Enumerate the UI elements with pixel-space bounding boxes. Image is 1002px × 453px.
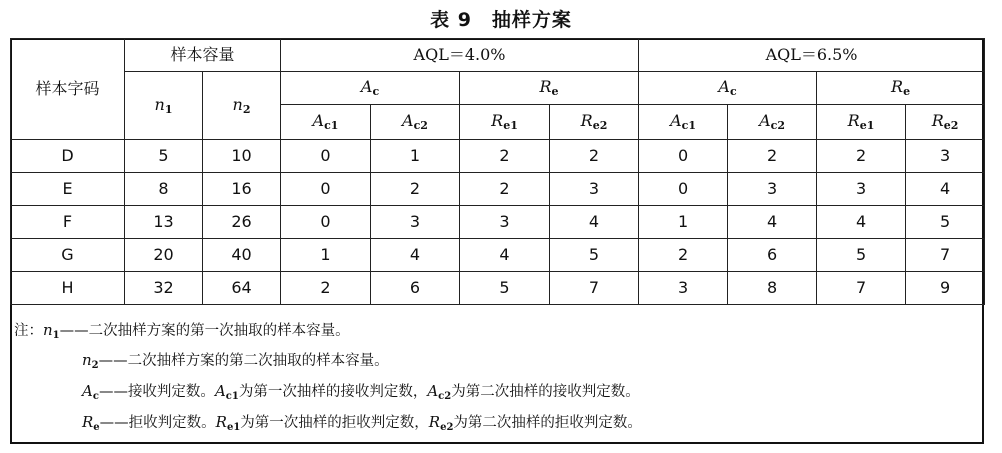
cell-ac2: 3 [371, 206, 460, 239]
cell-re1: 5 [817, 239, 906, 272]
sampling-plan-table [10, 38, 985, 305]
cell-code: G [11, 239, 125, 272]
cell-ac1: 0 [281, 140, 371, 173]
cell-ac1: 0 [281, 206, 371, 239]
header-re-a: $R_e$ [460, 72, 639, 105]
cell-n1: 20 [125, 239, 203, 272]
cell-ac1: 0 [281, 173, 371, 206]
cell-re2: 9 [906, 272, 985, 305]
cell-n1: 8 [125, 173, 203, 206]
header-ac-b: $A_c$ [639, 72, 817, 105]
note-n1: 注：$n_1——$二次抽样方案的第一次抽取的样本容量。 [14, 321, 350, 341]
note-re: $R_e——$拒收判定数。$R_{e1}$为第一次抽样的拒收判定数，$R_{e2}$为第二次抽样的拒收判定数。 [82, 413, 642, 433]
cell-re2: 7 [550, 272, 639, 305]
cell-ac2: 8 [728, 272, 817, 305]
cell-re1: 3 [817, 173, 906, 206]
header-ac1-a: $A_{c1}$ [281, 105, 371, 140]
cell-code: F [11, 206, 125, 239]
header-re2-a: $R_{e2}$ [550, 105, 639, 140]
note-ac: $A_c——$接收判定数。$A_{c1}$为第一次抽样的接收判定数，$A_{c2}$为第二次抽样的接收判定数。 [82, 382, 640, 402]
cell-re1: 2 [817, 140, 906, 173]
cell-re1: 3 [460, 206, 550, 239]
table-row [11, 239, 985, 272]
cell-re2: 3 [550, 173, 639, 206]
header-ac2-a: $A_{c2}$ [371, 105, 460, 140]
cell-ac2: 2 [371, 173, 460, 206]
header-sample-code: 样本字码 [11, 39, 125, 140]
cell-ac1: 0 [639, 173, 728, 206]
cell-re2: 3 [906, 140, 985, 173]
cell-ac2: 6 [728, 239, 817, 272]
cell-re1: 5 [460, 272, 550, 305]
cell-n2: 10 [203, 140, 281, 173]
cell-n1: 13 [125, 206, 203, 239]
cell-code: E [11, 173, 125, 206]
table-title: 表 9 抽样方案 [430, 9, 572, 31]
note-n2: $n_2——$二次抽样方案的第二次抽取的样本容量。 [82, 351, 389, 371]
header-re1-b: $R_{e1}$ [817, 105, 906, 140]
table-row [11, 206, 985, 239]
cell-re1: 4 [817, 206, 906, 239]
cell-n1: 5 [125, 140, 203, 173]
cell-re2: 5 [550, 239, 639, 272]
header-ac-a: $A_c$ [281, 72, 460, 105]
table-row [11, 140, 985, 173]
table-row [11, 272, 985, 305]
cell-re2: 7 [906, 239, 985, 272]
cell-ac2: 4 [728, 206, 817, 239]
cell-n2: 16 [203, 173, 281, 206]
cell-n2: 64 [203, 272, 281, 305]
cell-n2: 26 [203, 206, 281, 239]
header-ac1-b: $A_{c1}$ [639, 105, 728, 140]
header-aql-65: AQL＝6.5% [639, 39, 985, 72]
cell-re1: 7 [817, 272, 906, 305]
cell-re2: 4 [550, 206, 639, 239]
cell-ac2: 6 [371, 272, 460, 305]
header-ac2-b: $A_{c2}$ [728, 105, 817, 140]
cell-ac1: 0 [639, 140, 728, 173]
cell-code: D [11, 140, 125, 173]
cell-ac1: 1 [639, 206, 728, 239]
table-row [11, 173, 985, 206]
header-n1: $n_1$ [125, 72, 203, 140]
cell-ac2: 3 [728, 173, 817, 206]
cell-re2: 5 [906, 206, 985, 239]
header-aql-4: AQL＝4.0% [281, 39, 639, 72]
header-sample-size: 样本容量 [125, 39, 281, 72]
cell-n1: 32 [125, 272, 203, 305]
cell-re2: 4 [906, 173, 985, 206]
cell-ac1: 1 [281, 239, 371, 272]
cell-re1: 2 [460, 173, 550, 206]
cell-re1: 4 [460, 239, 550, 272]
cell-ac1: 2 [639, 239, 728, 272]
cell-re1: 2 [460, 140, 550, 173]
header-re1-a: $R_{e1}$ [460, 105, 550, 140]
header-re2-b: $R_{e2}$ [906, 105, 985, 140]
cell-code: H [11, 272, 125, 305]
cell-ac2: 4 [371, 239, 460, 272]
cell-ac2: 2 [728, 140, 817, 173]
cell-ac2: 1 [371, 140, 460, 173]
header-re-b: $R_e$ [817, 72, 985, 105]
cell-ac1: 2 [281, 272, 371, 305]
cell-re2: 2 [550, 140, 639, 173]
header-n2: $n_2$ [203, 72, 281, 140]
cell-ac1: 3 [639, 272, 728, 305]
cell-n2: 40 [203, 239, 281, 272]
